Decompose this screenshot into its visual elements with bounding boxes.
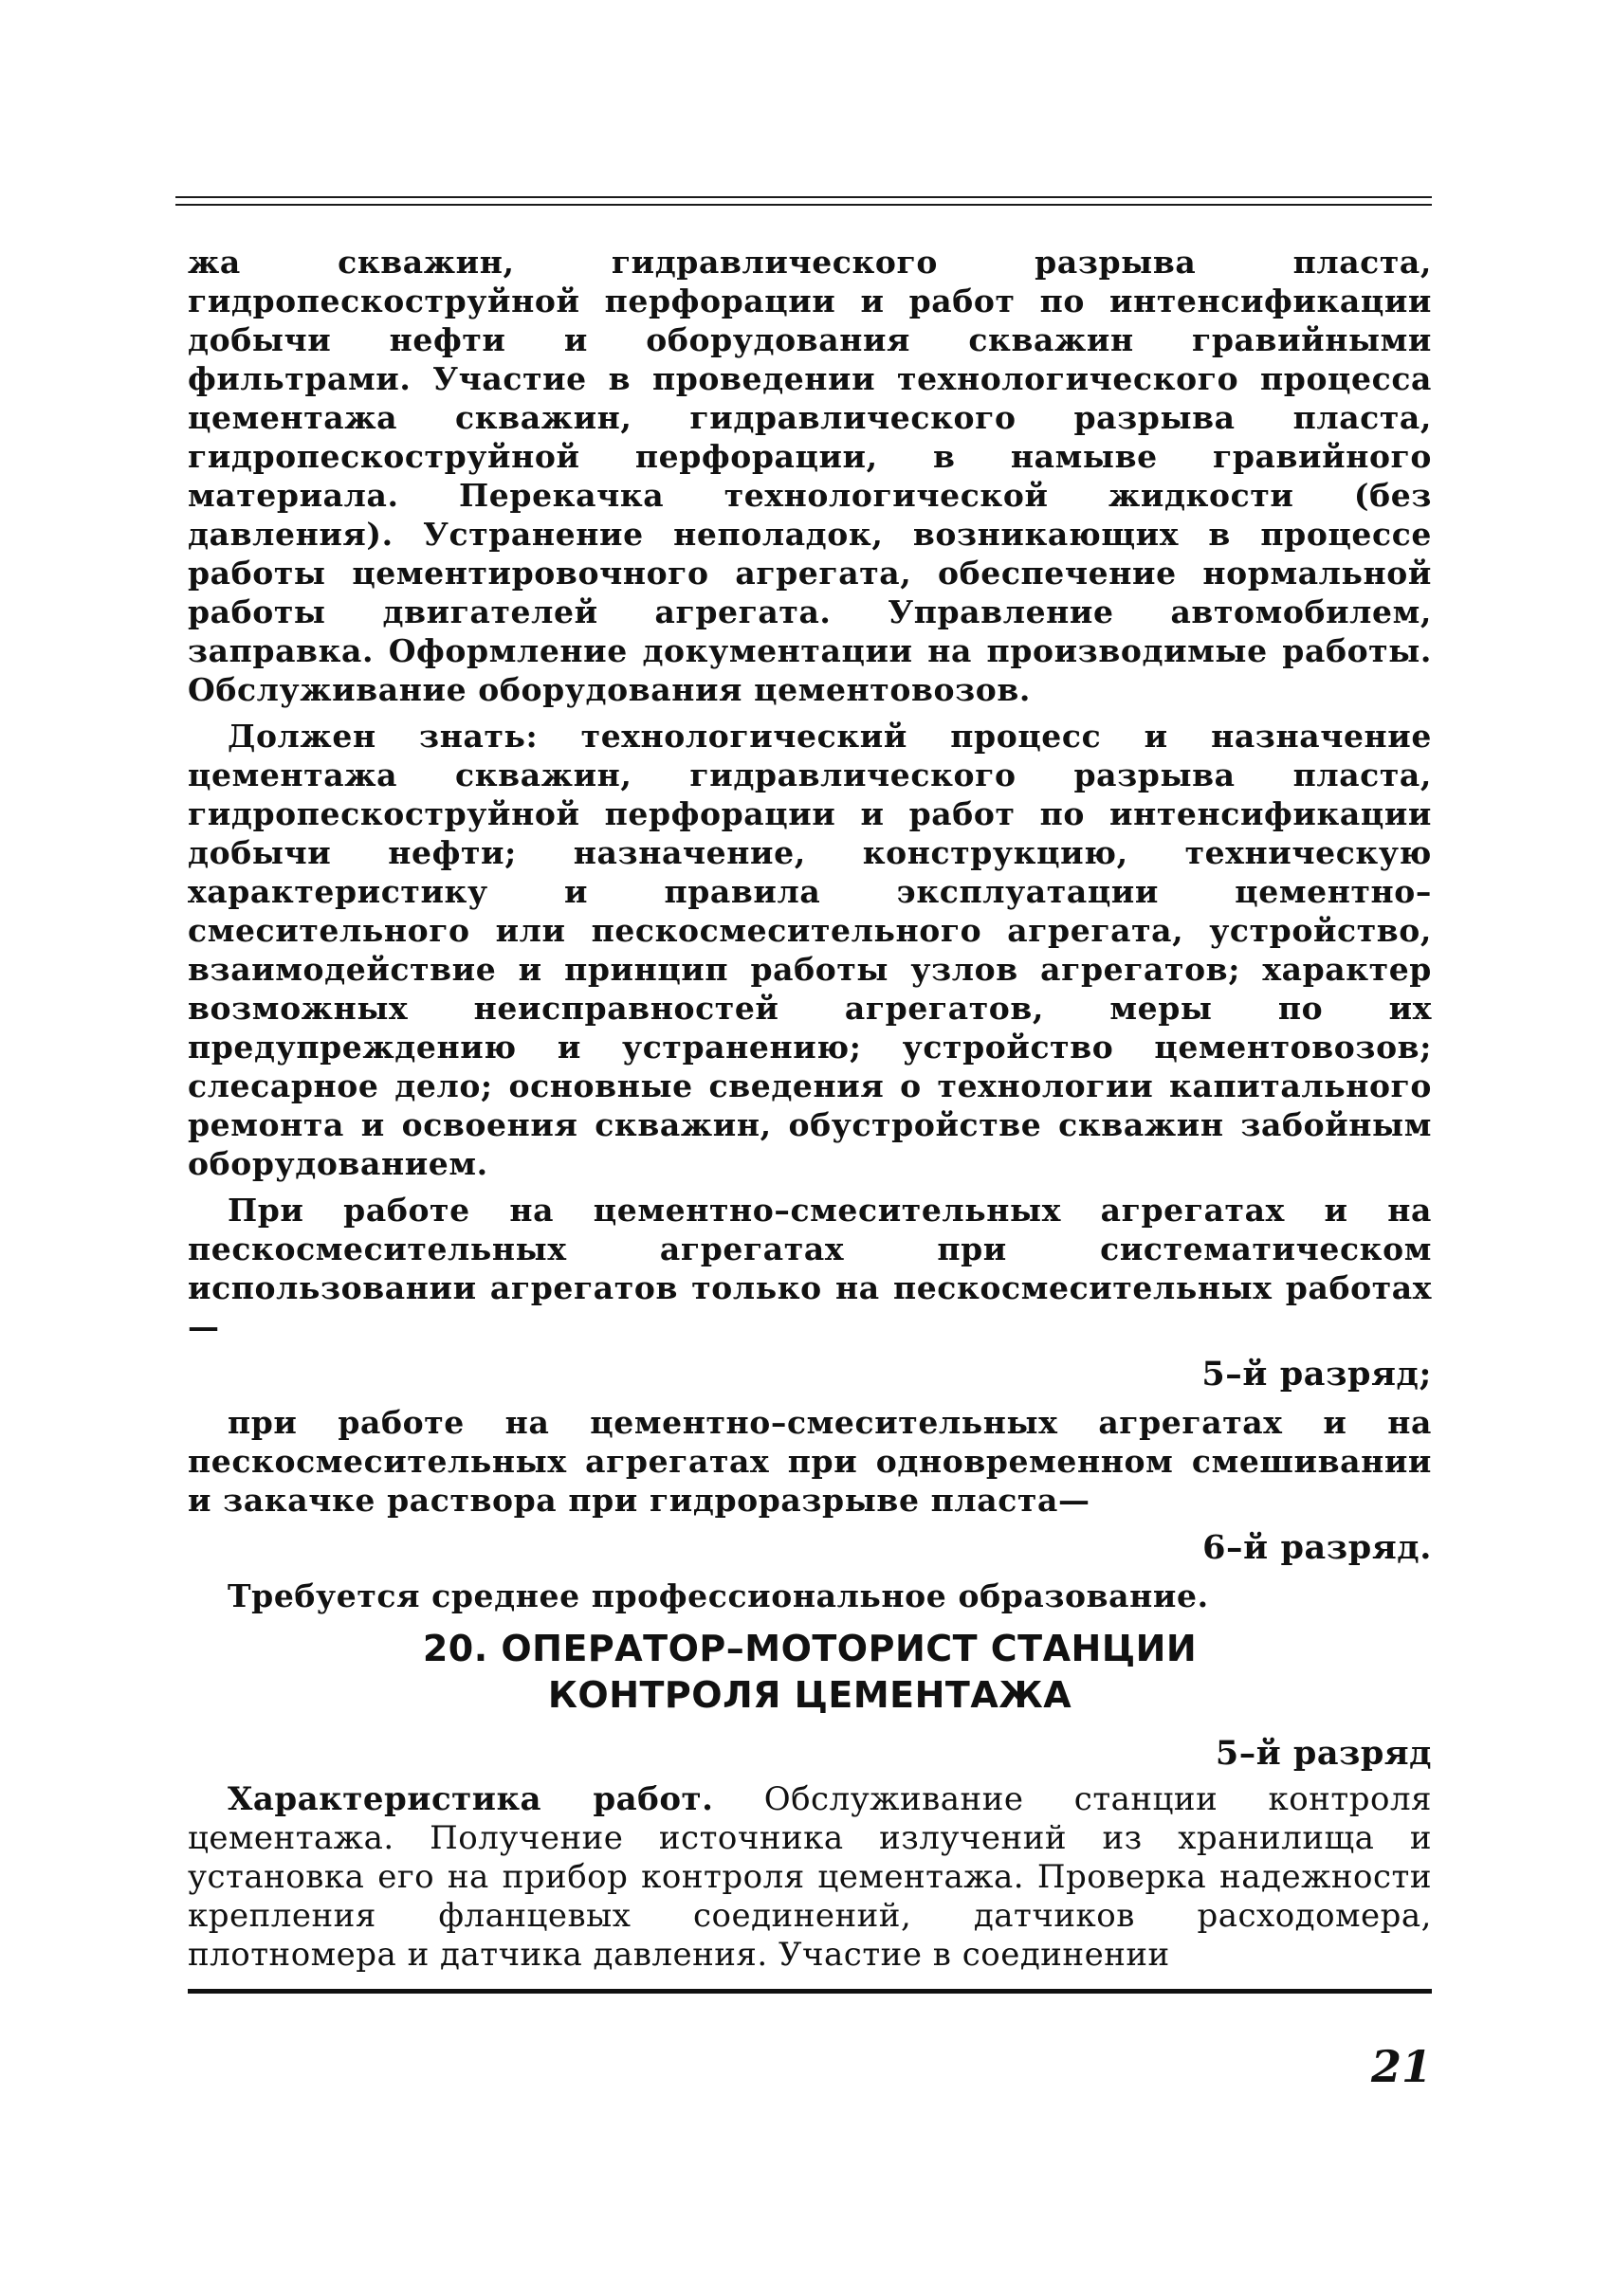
section-heading-line1: 20. ОПЕРАТОР–МОТОРИСТ СТАНЦИИ [422, 1628, 1198, 1669]
grade-6-label: 6–й разряд. [1202, 1528, 1432, 1567]
bottom-rule [188, 1989, 1432, 1994]
section-lead-in: Характеристика работ. [228, 1780, 714, 1818]
must-know-label: Должен знать: [228, 718, 539, 755]
section-paragraph [188, 1780, 1432, 1975]
section-paragraph-text: Обслуживание станции контроля цементажа. Получение источника излучений из хранилища и установка его на прибор контроля цементажа. Проверка надежности крепления фланцевых соединений, датчиков расходомера, плотномера и датчика давления. Участие в соединении [188, 1780, 1432, 1974]
must-know-text: технологический процесс и назначение цементажа скважин, гидравлического разрыва пласта, гидропескоструйной перфорации и работ по интенсификации добычи нефти; назначение, конструкцию, техническую характеристику и правила эксплуатации цементно–смесительного или пескосмесительного агрегата, устройство, взаимодействие и принцип работы узлов агрегатов; характер возможных неисправностей агрегатов, меры по их предупреждению и устранению; устройство цементовозов; слесарное дело; основные сведения о технологии капитального ремонта и освоения скважин, обустройстве скважин забойным оборудованием. [188, 718, 1432, 1182]
paragraph-grade5-condition: При работе на цементно–смесительных агрегатах и на пескосмесительных агрегатах при систематическом использовании агрегатов только на пескосмесительных работах— [188, 1192, 1432, 1345]
paragraph-grade6-condition: при работе на цементно–смесительных агрегатах и на пескосмесительных агрегатах при одновременном смешивании и закачке раствора при гидроразрыве пласта— [188, 1404, 1432, 1519]
paragraph-duties-continued: жа скважин, гидравлического разрыва пласта, гидропескоструйной перфорации и работ по интенсификации добычи нефти и оборудования скважин гравийными фильтрами. Участие в проведении технологического процесса цементажа скважин, гидравлического разрыва пласта, гидропескоструйной перфорации, в намыве гравийного материала. Перекачка технологической жидкости (без давления). Устранение неполадок, возникающих в процессе работы цементировочного агрегата, обеспечение нормальной работы двигателей агрегата. Управление автомобилем, заправка. Оформление документации на производимые работы. Обслуживание оборудования цементовозов. [188, 244, 1432, 708]
grade-5-label: 5–й разряд; [1201, 1355, 1432, 1394]
section-heading-line2: КОНТРОЛЯ ЦЕМЕНТАЖА [547, 1674, 1072, 1716]
paragraph-education: Требуется среднее профессиональное образование. [228, 1577, 1209, 1614]
section-grade-label: 5–й разряд [1215, 1734, 1432, 1773]
paragraph-must-know [188, 717, 1432, 1183]
body-text-block [188, 243, 1432, 1623]
section-heading [188, 1626, 1432, 1719]
top-double-rule [175, 196, 1432, 206]
section-body [188, 1733, 1432, 1975]
page-number: 21 [1370, 2041, 1432, 2092]
